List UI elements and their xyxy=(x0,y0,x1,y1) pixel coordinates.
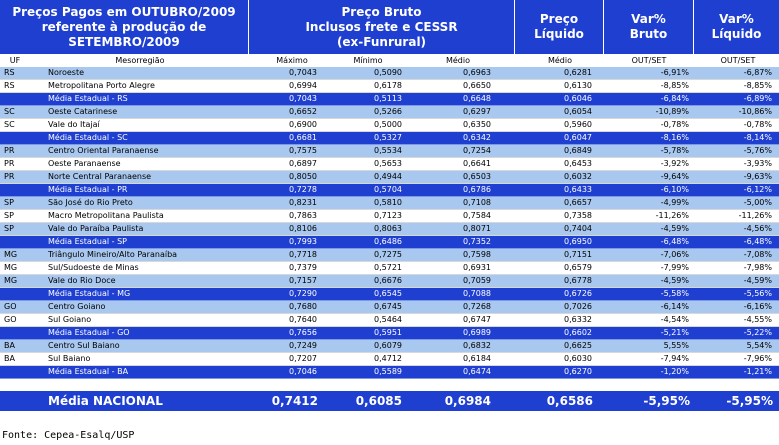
maximo-cell: 0,7046 xyxy=(289,367,317,376)
minimo-cell: 0,6545 xyxy=(374,289,402,298)
table-row xyxy=(0,67,779,80)
maximo-cell: 0,7379 xyxy=(289,263,317,272)
table-row xyxy=(0,145,779,158)
var-bruto-cell: -3,92% xyxy=(660,159,689,168)
media-estadual-row xyxy=(0,132,779,145)
mesorregiao-cell: Sul Goiano xyxy=(48,315,92,324)
minimo-cell: 0,4944 xyxy=(374,172,402,181)
medio-cell: 0,6786 xyxy=(463,185,491,194)
var-bruto-cell: -7,06% xyxy=(660,250,689,259)
nacional-var-bruto: -5,95% xyxy=(643,394,690,408)
minimo-cell: 0,5090 xyxy=(374,68,402,77)
media-estadual-row xyxy=(0,93,779,106)
subheader-minimo: Mínimo xyxy=(338,54,398,67)
var-liquido-cell: -5,76% xyxy=(743,146,772,155)
maximo-cell: 0,6652 xyxy=(289,107,317,116)
mesorregiao-cell: Vale do Rio Doce xyxy=(48,276,116,285)
var-bruto-cell: -9,64% xyxy=(660,172,689,181)
table-row xyxy=(0,340,779,353)
medio-cell: 0,6350 xyxy=(463,120,491,129)
mesorregiao-cell: Macro Metropolitana Paulista xyxy=(48,211,164,220)
table-row xyxy=(0,262,779,275)
uf-cell: SP xyxy=(4,198,14,207)
nacional-var-liquido: -5,95% xyxy=(726,394,773,408)
uf-cell xyxy=(4,327,44,339)
var-liquido-cell: -0,78% xyxy=(743,120,772,129)
maximo-cell: 0,8050 xyxy=(289,172,317,181)
media-estadual-row xyxy=(0,236,779,249)
minimo-cell: 0,5113 xyxy=(374,94,402,103)
medio-liquido-cell: 0,6579 xyxy=(564,263,592,272)
uf-cell xyxy=(4,288,44,300)
medio-liquido-cell: 0,6032 xyxy=(564,172,592,181)
var-bruto-label: Var% Bruto xyxy=(629,12,668,41)
maximo-cell: 0,6897 xyxy=(289,159,317,168)
minimo-cell: 0,6178 xyxy=(374,81,402,90)
table-row xyxy=(0,119,779,132)
medio-cell: 0,8071 xyxy=(463,224,491,233)
var-liquido-header xyxy=(694,0,779,54)
medio-cell: 0,7598 xyxy=(463,250,491,259)
uf-cell: MG xyxy=(4,276,18,285)
uf-cell xyxy=(4,132,44,144)
subheader-maximo: Máximo xyxy=(262,54,322,67)
mesorregiao-cell: Média Estadual - PR xyxy=(48,185,128,194)
mesorregiao-cell: Média Estadual - RS xyxy=(48,94,128,103)
maximo-cell: 0,8106 xyxy=(289,224,317,233)
var-bruto-cell: -0,78% xyxy=(660,120,689,129)
table-row xyxy=(0,158,779,171)
nacional-medio: 0,6984 xyxy=(444,394,491,408)
var-liquido-label: Var% Líquido xyxy=(711,12,762,41)
var-liquido-cell: -7,08% xyxy=(743,250,772,259)
var-bruto-header xyxy=(604,0,694,54)
medio-liquido-cell: 0,6054 xyxy=(564,107,592,116)
medio-liquido-cell: 0,6281 xyxy=(564,68,592,77)
table-row xyxy=(0,275,779,288)
var-bruto-cell: -6,10% xyxy=(660,185,689,194)
var-liquido-cell: -6,12% xyxy=(743,185,772,194)
table-row xyxy=(0,314,779,327)
minimo-cell: 0,5704 xyxy=(374,185,402,194)
nacional-medio-liquido: 0,6586 xyxy=(546,394,593,408)
var-bruto-cell: -11,26% xyxy=(655,211,689,220)
mesorregiao-cell: Triângulo Mineiro/Alto Paranaíba xyxy=(48,250,178,259)
medio-cell: 0,6650 xyxy=(463,81,491,90)
medio-cell: 0,7088 xyxy=(463,289,491,298)
maximo-cell: 0,7043 xyxy=(289,94,317,103)
medio-liquido-cell: 0,6453 xyxy=(564,159,592,168)
minimo-cell: 0,5589 xyxy=(374,367,402,376)
medio-liquido-cell: 0,6047 xyxy=(564,133,592,142)
medio-liquido-cell: 0,6332 xyxy=(564,315,592,324)
var-liquido-cell: -6,48% xyxy=(743,237,772,246)
maximo-cell: 0,6681 xyxy=(289,133,317,142)
var-liquido-cell: -4,59% xyxy=(743,276,772,285)
uf-cell: BA xyxy=(4,354,15,363)
minimo-cell: 0,8063 xyxy=(374,224,402,233)
media-nacional-label: Média NACIONAL xyxy=(48,394,163,408)
table-row xyxy=(0,249,779,262)
maximo-cell: 0,7290 xyxy=(289,289,317,298)
nacional-maximo: 0,7412 xyxy=(271,394,318,408)
media-estadual-row xyxy=(0,184,779,197)
medio-liquido-cell: 0,6030 xyxy=(564,354,592,363)
uf-cell: SC xyxy=(4,120,15,129)
var-liquido-cell: -5,56% xyxy=(743,289,772,298)
medio-cell: 0,6747 xyxy=(463,315,491,324)
uf-cell: MG xyxy=(4,263,18,272)
maximo-cell: 0,7043 xyxy=(289,68,317,77)
var-liquido-cell: -5,00% xyxy=(743,198,772,207)
table-row xyxy=(0,80,779,93)
medio-liquido-cell: 0,6950 xyxy=(564,237,592,246)
medio-cell: 0,6832 xyxy=(463,341,491,350)
medio-liquido-cell: 0,6130 xyxy=(564,81,592,90)
minimo-cell: 0,5951 xyxy=(374,328,402,337)
uf-cell xyxy=(4,184,44,196)
var-liquido-cell: -9,63% xyxy=(743,172,772,181)
minimo-cell: 0,5810 xyxy=(374,198,402,207)
minimo-cell: 0,7275 xyxy=(374,250,402,259)
var-bruto-cell: -8,85% xyxy=(660,81,689,90)
minimo-cell: 0,5266 xyxy=(374,107,402,116)
media-estadual-row xyxy=(0,366,779,379)
var-bruto-cell: -6,91% xyxy=(660,68,689,77)
preco-bruto-header xyxy=(249,0,515,54)
preco-liquido-label: Preço Líquido xyxy=(534,12,584,41)
medio-liquido-cell: 0,6046 xyxy=(564,94,592,103)
uf-cell: GO xyxy=(4,315,17,324)
var-bruto-cell: -4,54% xyxy=(660,315,689,324)
medio-cell: 0,7268 xyxy=(463,302,491,311)
medio-liquido-cell: 0,6433 xyxy=(564,185,592,194)
var-bruto-cell: -5,78% xyxy=(660,146,689,155)
uf-cell: RS xyxy=(4,81,15,90)
subheader-out-set-liquido: OUT/SET xyxy=(708,54,768,67)
medio-cell: 0,7059 xyxy=(463,276,491,285)
var-liquido-cell: 5,54% xyxy=(746,341,772,350)
maximo-cell: 0,7680 xyxy=(289,302,317,311)
var-bruto-cell: -7,99% xyxy=(660,263,689,272)
var-bruto-cell: -8,16% xyxy=(660,133,689,142)
var-bruto-cell: -1,20% xyxy=(660,367,689,376)
var-liquido-cell: -1,21% xyxy=(743,367,772,376)
minimo-cell: 0,7123 xyxy=(374,211,402,220)
subheader-mesorregiao: Mesorregião xyxy=(40,54,240,67)
minimo-cell: 0,4712 xyxy=(374,354,402,363)
minimo-cell: 0,5000 xyxy=(374,120,402,129)
uf-cell: RS xyxy=(4,68,15,77)
minimo-cell: 0,5327 xyxy=(374,133,402,142)
mesorregiao-cell: Metropolitana Porto Alegre xyxy=(48,81,155,90)
var-liquido-cell: -5,22% xyxy=(743,328,772,337)
mesorregiao-cell: Vale do Paraíba Paulista xyxy=(48,224,144,233)
mesorregiao-cell: Centro Sul Baiano xyxy=(48,341,120,350)
medio-cell: 0,7584 xyxy=(463,211,491,220)
table-row xyxy=(0,223,779,236)
medio-liquido-cell: 0,6270 xyxy=(564,367,592,376)
maximo-cell: 0,6994 xyxy=(289,81,317,90)
medio-cell: 0,6474 xyxy=(463,367,491,376)
uf-cell: SC xyxy=(4,107,15,116)
medio-cell: 0,6184 xyxy=(463,354,491,363)
medio-liquido-cell: 0,5960 xyxy=(564,120,592,129)
subheader-medio-liquido: Médio xyxy=(530,54,590,67)
mesorregiao-cell: Norte Central Paranaense xyxy=(48,172,152,181)
uf-cell: SP xyxy=(4,224,14,233)
media-estadual-row xyxy=(0,327,779,340)
medio-cell: 0,6648 xyxy=(463,94,491,103)
uf-cell: PR xyxy=(4,146,15,155)
var-liquido-cell: -7,96% xyxy=(743,354,772,363)
mesorregiao-cell: Sul Baiano xyxy=(48,354,91,363)
var-bruto-cell: -10,89% xyxy=(655,107,689,116)
media-nacional-row xyxy=(0,391,779,411)
medio-liquido-cell: 0,6726 xyxy=(564,289,592,298)
var-liquido-cell: -4,56% xyxy=(743,224,772,233)
minimo-cell: 0,6676 xyxy=(374,276,402,285)
var-bruto-cell: -4,59% xyxy=(660,224,689,233)
var-liquido-cell: -10,86% xyxy=(738,107,772,116)
var-bruto-cell: -6,48% xyxy=(660,237,689,246)
medio-cell: 0,6641 xyxy=(463,159,491,168)
source-note: Fonte: Cepea-Esalq/USP xyxy=(2,430,135,441)
mesorregiao-cell: Noroeste xyxy=(48,68,85,77)
maximo-cell: 0,6900 xyxy=(289,120,317,129)
var-liquido-cell: -7,98% xyxy=(743,263,772,272)
var-bruto-cell: -6,14% xyxy=(660,302,689,311)
var-liquido-cell: -3,93% xyxy=(743,159,772,168)
var-liquido-cell: -6,87% xyxy=(743,68,772,77)
maximo-cell: 0,8231 xyxy=(289,198,317,207)
uf-cell xyxy=(4,236,44,248)
table-row xyxy=(0,106,779,119)
var-liquido-cell: -6,16% xyxy=(743,302,772,311)
maximo-cell: 0,7157 xyxy=(289,276,317,285)
nacional-minimo: 0,6085 xyxy=(355,394,402,408)
maximo-cell: 0,7640 xyxy=(289,315,317,324)
minimo-cell: 0,5534 xyxy=(374,146,402,155)
mesorregiao-cell: Média Estadual - SC xyxy=(48,133,128,142)
maximo-cell: 0,7278 xyxy=(289,185,317,194)
var-bruto-cell: -6,84% xyxy=(660,94,689,103)
medio-liquido-cell: 0,6657 xyxy=(564,198,592,207)
medio-liquido-cell: 0,6602 xyxy=(564,328,592,337)
mesorregiao-cell: Oeste Paranaense xyxy=(48,159,121,168)
minimo-cell: 0,6745 xyxy=(374,302,402,311)
medio-cell: 0,6342 xyxy=(463,133,491,142)
minimo-cell: 0,6079 xyxy=(374,341,402,350)
medio-cell: 0,6989 xyxy=(463,328,491,337)
subheader-out-set-bruto: OUT/SET xyxy=(619,54,679,67)
mesorregiao-cell: Sul/Sudoeste de Minas xyxy=(48,263,139,272)
uf-cell: GO xyxy=(4,302,17,311)
table-row xyxy=(0,353,779,366)
uf-cell: MG xyxy=(4,250,18,259)
mesorregiao-cell: Média Estadual - BA xyxy=(48,367,129,376)
mesorregiao-cell: Vale do Itajaí xyxy=(48,120,100,129)
medio-cell: 0,6963 xyxy=(463,68,491,77)
table-row xyxy=(0,301,779,314)
var-liquido-cell: -4,55% xyxy=(743,315,772,324)
maximo-cell: 0,7993 xyxy=(289,237,317,246)
medio-liquido-cell: 0,6849 xyxy=(564,146,592,155)
minimo-cell: 0,6486 xyxy=(374,237,402,246)
medio-cell: 0,7108 xyxy=(463,198,491,207)
mesorregiao-cell: Média Estadual - MG xyxy=(48,289,131,298)
medio-liquido-cell: 0,7404 xyxy=(564,224,592,233)
maximo-cell: 0,7575 xyxy=(289,146,317,155)
medio-cell: 0,6931 xyxy=(463,263,491,272)
uf-cell: BA xyxy=(4,341,15,350)
medio-liquido-cell: 0,6625 xyxy=(564,341,592,350)
medio-liquido-cell: 0,7026 xyxy=(564,302,592,311)
medio-cell: 0,7254 xyxy=(463,146,491,155)
subheader-uf: UF xyxy=(0,54,30,67)
medio-liquido-cell: 0,6778 xyxy=(564,276,592,285)
var-bruto-cell: -7,94% xyxy=(660,354,689,363)
var-liquido-cell: -8,14% xyxy=(743,133,772,142)
mesorregiao-cell: Oeste Catarinese xyxy=(48,107,118,116)
uf-cell xyxy=(4,93,44,105)
medio-cell: 0,6297 xyxy=(463,107,491,116)
preco-bruto-label: Preço Bruto Inclusos frete e CESSR (ex-Funrural) xyxy=(305,4,458,49)
minimo-cell: 0,5721 xyxy=(374,263,402,272)
table-title-header xyxy=(0,0,249,54)
subheader-medio: Médio xyxy=(428,54,488,67)
maximo-cell: 0,7718 xyxy=(289,250,317,259)
mesorregiao-cell: Centro Oriental Paranaense xyxy=(48,146,159,155)
minimo-cell: 0,5464 xyxy=(374,315,402,324)
var-bruto-cell: 5,55% xyxy=(663,341,689,350)
medio-liquido-cell: 0,7151 xyxy=(564,250,592,259)
medio-cell: 0,6503 xyxy=(463,172,491,181)
var-liquido-cell: -8,85% xyxy=(743,81,772,90)
mesorregiao-cell: Média Estadual - SP xyxy=(48,237,127,246)
maximo-cell: 0,7249 xyxy=(289,341,317,350)
table-title: Preços Pagos em OUTUBRO/2009 referente à produção de SETEMBRO/2009 xyxy=(12,4,236,49)
var-bruto-cell: -4,59% xyxy=(660,276,689,285)
maximo-cell: 0,7863 xyxy=(289,211,317,220)
mesorregiao-cell: Média Estadual - GO xyxy=(48,328,130,337)
uf-cell: PR xyxy=(4,159,15,168)
preco-liquido-header xyxy=(515,0,604,54)
medio-liquido-cell: 0,7358 xyxy=(564,211,592,220)
table-row xyxy=(0,197,779,210)
uf-cell xyxy=(4,366,44,378)
table-row xyxy=(0,210,779,223)
media-estadual-row xyxy=(0,288,779,301)
maximo-cell: 0,7207 xyxy=(289,354,317,363)
table-row xyxy=(0,171,779,184)
var-bruto-cell: -5,21% xyxy=(660,328,689,337)
uf-cell: PR xyxy=(4,172,15,181)
uf-cell: SP xyxy=(4,211,14,220)
var-liquido-cell: -11,26% xyxy=(738,211,772,220)
var-bruto-cell: -5,58% xyxy=(660,289,689,298)
var-liquido-cell: -6,89% xyxy=(743,94,772,103)
minimo-cell: 0,5653 xyxy=(374,159,402,168)
mesorregiao-cell: Centro Goiano xyxy=(48,302,106,311)
maximo-cell: 0,7656 xyxy=(289,328,317,337)
mesorregiao-cell: São José do Rio Preto xyxy=(48,198,133,207)
medio-cell: 0,7352 xyxy=(463,237,491,246)
var-bruto-cell: -4,99% xyxy=(660,198,689,207)
